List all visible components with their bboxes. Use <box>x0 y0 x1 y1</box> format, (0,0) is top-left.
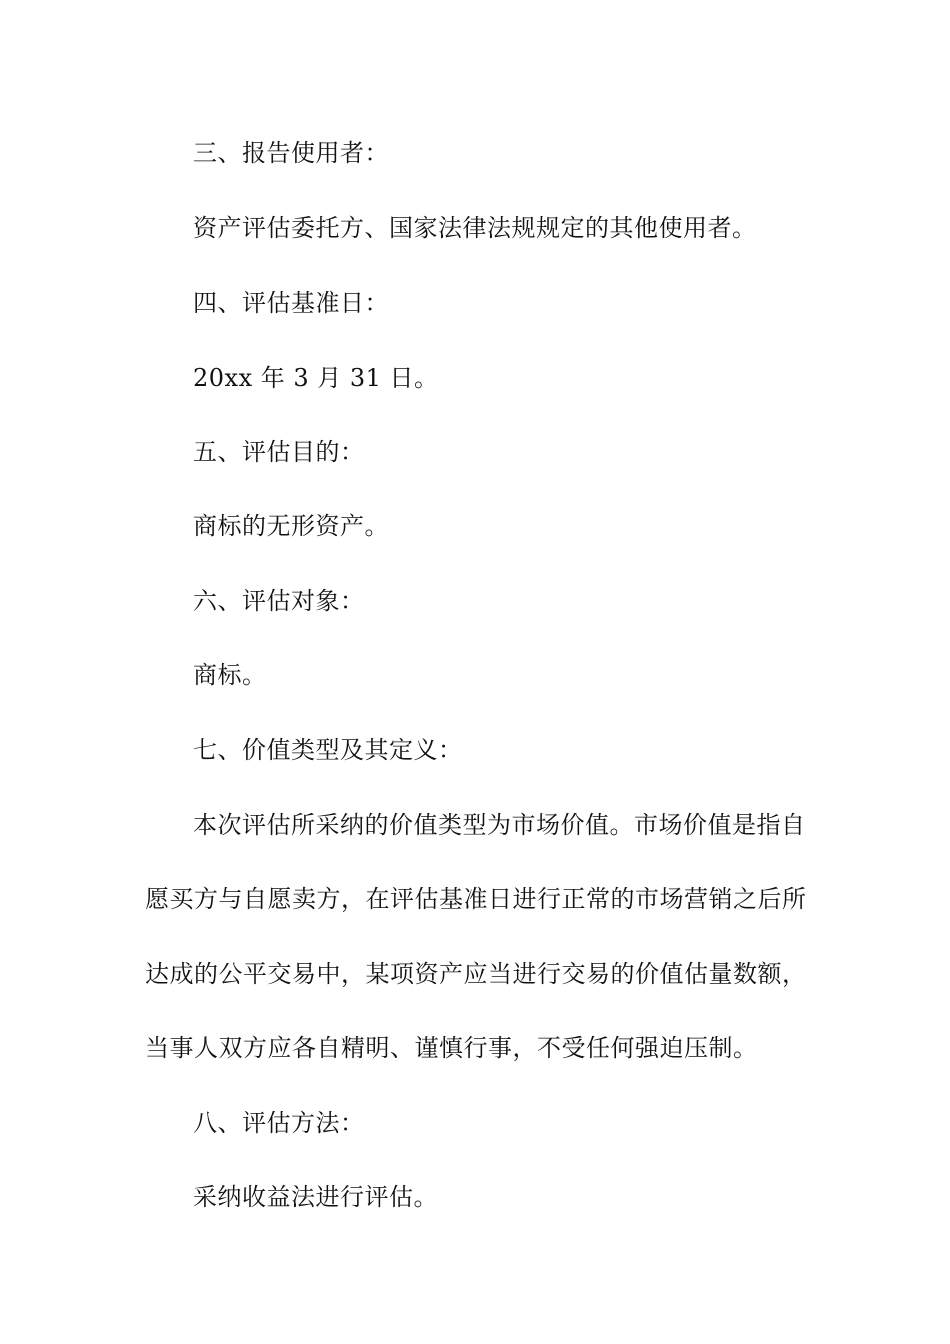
section-heading-value-type: 七、价值类型及其定义： <box>193 736 463 764</box>
section-heading-method: 八、评估方法： <box>193 1109 365 1137</box>
paragraph-method: 采纳收益法进行评估。 <box>193 1183 438 1211</box>
paragraph-report-users: 资产评估委托方、国家法律法规规定的其他使用者。 <box>193 214 757 242</box>
paragraph-value-type-line-3: 达成的公平交易中，某项资产应当进行交易的价值估量数额， <box>145 960 807 988</box>
paragraph-purpose: 商标的无形资产。 <box>193 512 389 540</box>
section-heading-report-users: 三、报告使用者： <box>193 139 389 167</box>
paragraph-base-date: 20xx 年 3 月 31 日。 <box>193 364 439 392</box>
section-heading-object: 六、评估对象： <box>193 587 365 615</box>
paragraph-value-type-line-4: 当事人双方应各自精明、谨慎行事，不受任何强迫压制。 <box>145 1034 758 1062</box>
paragraph-object: 商标。 <box>193 661 267 689</box>
section-heading-base-date: 四、评估基准日： <box>193 289 389 317</box>
section-heading-purpose: 五、评估目的： <box>193 438 365 466</box>
paragraph-value-type-line-1: 本次评估所采纳的价值类型为市场价值。市场价值是指自 <box>193 811 806 839</box>
paragraph-value-type-line-2: 愿买方与自愿卖方，在评估基准日进行正常的市场营销之后所 <box>145 885 807 913</box>
